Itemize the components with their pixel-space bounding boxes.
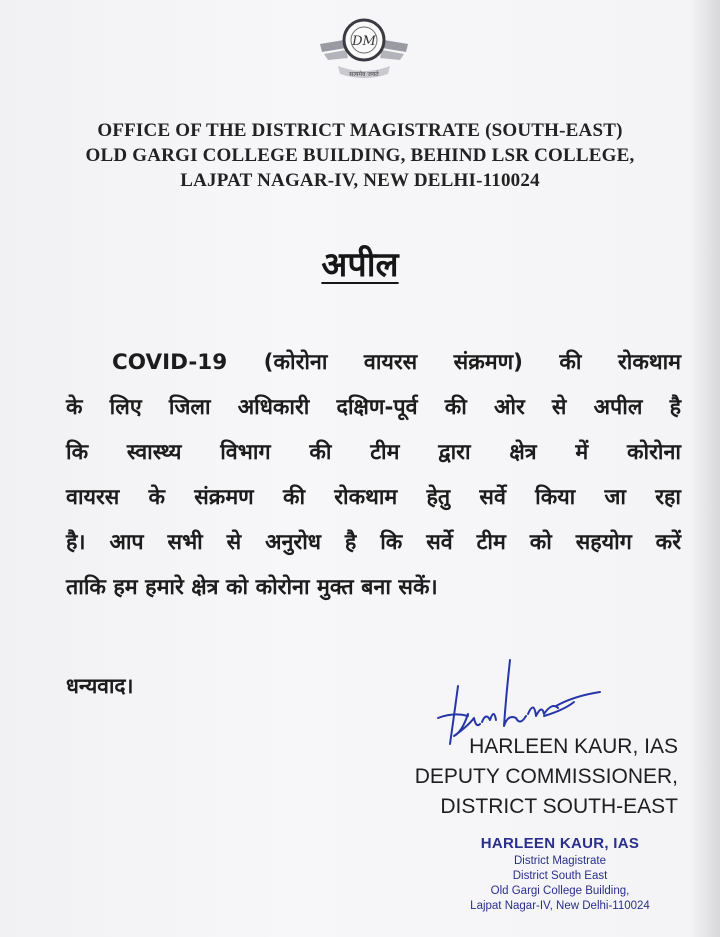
signatory-designation: DEPUTY COMMISSIONER, xyxy=(414,765,678,788)
header-line-building: OLD GARGI COLLEGE BUILDING, BEHIND LSR COLLEGE, xyxy=(85,145,635,166)
stamp-line: Old Gargi College Building, xyxy=(490,885,630,897)
body-line: कि स्वास्थ्य विभाग की टीम द्वारा क्षेत्र में कोरोना xyxy=(66,440,681,465)
appeal-body xyxy=(66,340,681,610)
header-line-office: OFFICE OF THE DISTRICT MAGISTRATE (SOUTH-EAST) xyxy=(97,120,623,141)
signatory-block xyxy=(415,732,678,822)
stamp-line: Lajpat Nagar-IV, New Delhi-110024 xyxy=(470,900,650,912)
official-stamp xyxy=(440,834,680,914)
title-text: अपील xyxy=(321,245,399,285)
body-line: के लिए जिला अधिकारी दक्षिण-पूर्व की ओर से अपील है xyxy=(66,395,681,420)
closing-thanks: धन्यवाद। xyxy=(66,674,134,698)
office-address-header xyxy=(40,118,680,193)
body-line: COVID-19 (कोरोना वायरस संक्रमण) की रोकथाम xyxy=(112,350,681,375)
signatory-district: DISTRICT SOUTH-EAST xyxy=(440,795,678,818)
header-line-city: LAJPAT NAGAR-IV, NEW DELHI-110024 xyxy=(180,170,540,191)
body-line: है। आप सभी से अनुरोध है कि सर्वे टीम को सहयोग करें xyxy=(66,530,681,555)
body-line: वायरस के संक्रमण की रोकथाम हेतु सर्वे किया जा रहा xyxy=(66,485,681,510)
svg-text:DM: DM xyxy=(352,34,376,49)
body-line: ताकि हम हमारे क्षेत्र को कोरोना मुक्त बना सकें। xyxy=(66,575,438,600)
signatory-name: HARLEEN KAUR, IAS xyxy=(469,735,678,758)
svg-text:सत्यमेव जयते: सत्यमेव जयते xyxy=(349,71,379,78)
stamp-line: District South East xyxy=(512,870,608,882)
emblem-logo-icon xyxy=(316,14,412,86)
page-shadow xyxy=(690,0,720,937)
stamp-line: District Magistrate xyxy=(513,855,607,867)
document-title xyxy=(0,240,720,286)
stamp-name: HARLEEN KAUR, IAS xyxy=(480,835,640,852)
